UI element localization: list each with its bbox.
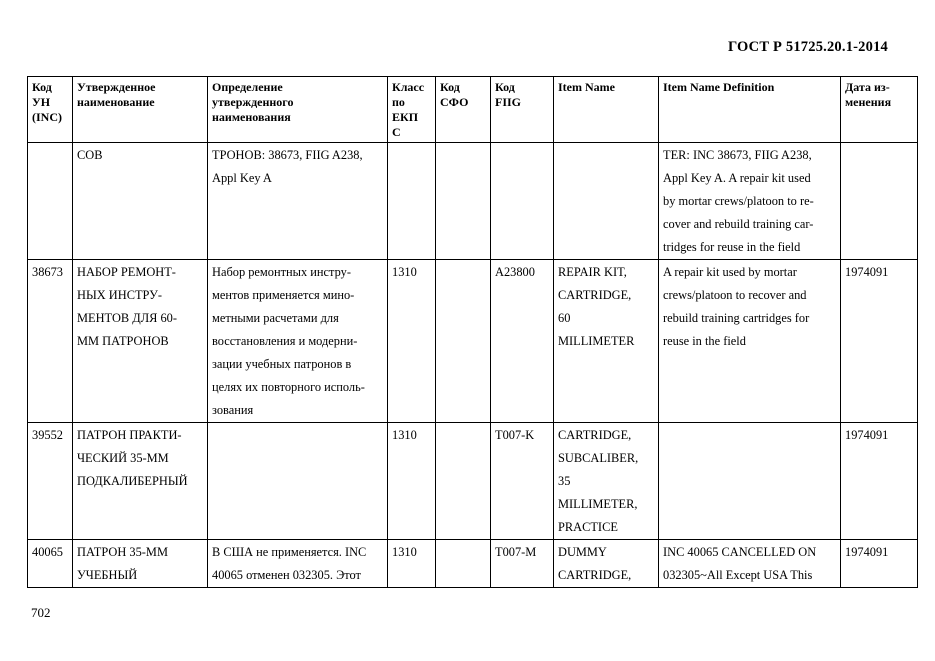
cell-fiig xyxy=(491,143,554,260)
cell-class: 1310 xyxy=(388,260,436,423)
cell-definition: В США не применяется. INC 40065 отменен 032305. Этот xyxy=(208,540,388,588)
cell-fiig: T007-K xyxy=(491,423,554,540)
cell-sfo xyxy=(436,423,491,540)
col-header-inc: Код УН (INC) xyxy=(28,77,73,143)
cell-item-name-definition: INC 40065 CANCELLED ON 032305~All Except USA This xyxy=(659,540,841,588)
catalog-table xyxy=(27,76,918,588)
cell-definition: Набор ремонтных инстру- ментов применяется мино- метными расчетами для восстановления и модерни- зации учебных патронов в целях их повторного исполь- зования xyxy=(208,260,388,423)
col-header-change-date: Дата из- менения xyxy=(841,77,918,143)
cell-item-name xyxy=(554,143,659,260)
cell-sfo xyxy=(436,540,491,588)
col-header-class: Класс по ЕКП С xyxy=(388,77,436,143)
cell-definition xyxy=(208,423,388,540)
document-standard-header: ГОСТ Р 51725.20.1-2014 xyxy=(727,39,888,55)
cell-change-date: 1974091 xyxy=(841,423,918,540)
cell-definition: ТРОНОВ: 38673, FIIG A238, Appl Key A xyxy=(208,143,388,260)
cell-approved-name: НАБОР РЕМОНТ- НЫХ ИНСТРУ- МЕНТОВ ДЛЯ 60- ММ ПАТРОНОВ xyxy=(73,260,208,423)
cell-sfo xyxy=(436,143,491,260)
col-header-definition: Определение утвержденного наименования xyxy=(208,77,388,143)
cell-class: 1310 xyxy=(388,423,436,540)
cell-sfo xyxy=(436,260,491,423)
cell-item-name-definition: TER: INC 38673, FIIG A238, Appl Key A. A repair kit used by mortar crews/platoon to re- cover and rebuild training car- tridges for reuse in the field xyxy=(659,143,841,260)
table-row xyxy=(28,260,918,423)
col-header-item-name-definition: Item Name Definition xyxy=(659,77,841,143)
cell-approved-name: СОВ xyxy=(73,143,208,260)
col-header-fiig: Код FIIG xyxy=(491,77,554,143)
cell-item-name: DUMMY CARTRIDGE, xyxy=(554,540,659,588)
cell-item-name: CARTRIDGE, SUBCALIBER, 35 MILLIMETER, PRACTICE xyxy=(554,423,659,540)
table-row xyxy=(28,423,918,540)
cell-class: 1310 xyxy=(388,540,436,588)
cell-inc: 38673 xyxy=(28,260,73,423)
col-header-sfo: Код СФО xyxy=(436,77,491,143)
cell-class xyxy=(388,143,436,260)
page-number: 702 xyxy=(31,605,51,620)
table-row xyxy=(28,540,918,588)
cell-approved-name: ПАТРОН 35-ММ УЧЕБНЫЙ xyxy=(73,540,208,588)
cell-change-date: 1974091 xyxy=(841,260,918,423)
cell-item-name-definition xyxy=(659,423,841,540)
col-header-approved-name: Утвержденное наименование xyxy=(73,77,208,143)
cell-inc: 39552 xyxy=(28,423,73,540)
cell-item-name: REPAIR KIT, CARTRIDGE, 60 MILLIMETER xyxy=(554,260,659,423)
cell-change-date xyxy=(841,143,918,260)
cell-inc: 40065 xyxy=(28,540,73,588)
cell-fiig: T007-M xyxy=(491,540,554,588)
col-header-item-name: Item Name xyxy=(554,77,659,143)
cell-item-name-definition: A repair kit used by mortar crews/platoon to recover and rebuild training cartridges for reuse in the field xyxy=(659,260,841,423)
table-row xyxy=(28,143,918,260)
cell-fiig: A23800 xyxy=(491,260,554,423)
cell-approved-name: ПАТРОН ПРАКТИ- ЧЕСКИЙ 35-ММ ПОДКАЛИБЕРНЫЙ xyxy=(73,423,208,540)
cell-change-date: 1974091 xyxy=(841,540,918,588)
table-header-row xyxy=(28,77,918,143)
cell-inc xyxy=(28,143,73,260)
